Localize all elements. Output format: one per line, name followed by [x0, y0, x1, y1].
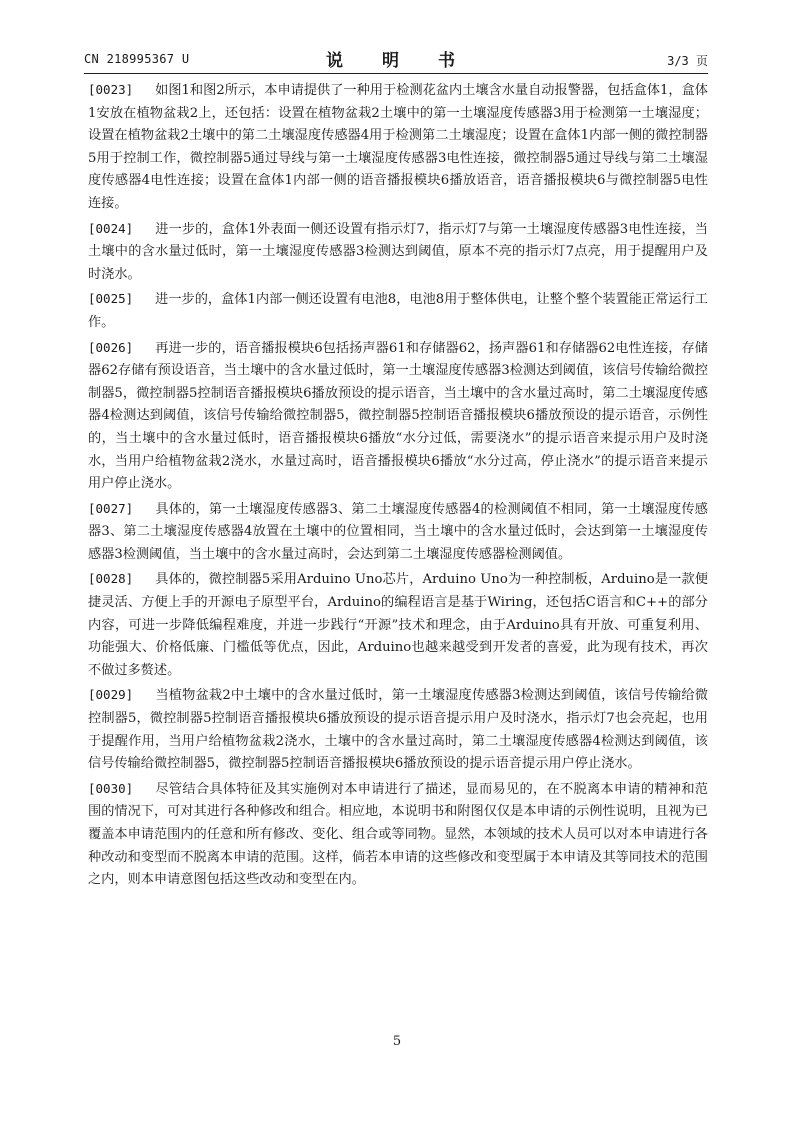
paragraph-text: 进一步的，盒体1内部一侧还设置有电池8，电池8用于整体供电，让整个整个装置能正常运行工作。 [88, 292, 708, 330]
publication-number: CN 218995367 U [84, 52, 190, 66]
header-divider [84, 73, 708, 74]
paragraph-0026 [88, 337, 708, 496]
paragraph-0028 [88, 568, 708, 682]
paragraph-number: [0023] [88, 82, 134, 97]
paragraph-number: [0025] [88, 291, 134, 307]
paragraph-text: 具体的，微控制器5采用Arduino Uno芯片，Arduino Uno为一种控制板，Arduino是一款便捷灵活、方便上手的开源电子原型平台，Arduino的编程语言是基于Wiring，还包括C语言和C++的部分内容，可进一步降低编程难度，并进一步践行“开源”技术和理念，由于Arduino具有开放、可重复利用、功能强大、价格低廉、门槛低等优点，因此，Arduino也越来越受到开发者的喜爱，此为现有技术，再次不做过多赘述。 [88, 572, 708, 678]
paragraph-text: 尽管结合具体特征及其实施例对本申请进行了描述，显而易见的，在不脱离本申请的精神和范围的情况下，可对其进行各种修改和组合。相应地，本说明书和附图仅仅是本申请的示例性说明，且视为已覆盖本申请范围内的任意和所有修改、变化、组合或等同物。显然，本领域的技术人员可以对本申请进行各种改动和变型而不脱离本申请的范围。这样，倘若本申请的这些修改和变型属于本申请及其等同技术的范围之内，则本申请意图包括这些改动和变型在内。 [88, 781, 708, 888]
paragraph-text: 再进一步的，语音播报模块6包括扬声器61和存储器62，扬声器61和存储器62电性连接，存储器62存储有预设语音，当土壤中的含水量过低时，第一土壤湿度传感器3检测达到阈值，该信号传输给微控制器5，微控制器5控制语音播报模块6播放预设的提示语音，当土壤中的含水量过高时，第二土壤湿度传感器4检测达到阈值，该信号传输给微控制器5，微控制器5控制语音播报模块6播放预设的提示语音，示例性的，当土壤中的含水量过低时，语音播报模块6播放“水分过低，需要浇水”的提示语音来提示用户及时浇水，当用户给植物盆栽2浇水，水量过高时，语音播报模块6播放“水分过高，停止浇水”的提示语音来提示用户停止浇水。 [88, 340, 708, 492]
description-body [88, 79, 708, 894]
paragraph-0029 [88, 684, 708, 775]
paragraph-number: [0030] [88, 780, 134, 796]
paragraph-text: 当植物盆栽2中土壤中的含水量过低时，第一土壤湿度传感器3检测达到阈值，该信号传输给微控制器5，微控制器5控制语音播报模块6播放预设的提示语音提示用户及时浇水，指示灯7也会亮起，也用于提醒作用，当用户给植物盆栽2浇水，土壤中的含水量过高时，第二土壤湿度传感器4检测达到阈值，该信号传输给微控制器5，微控制器5控制语音播报模块6播放预设的提示语音提示用户停止浇水。 [88, 688, 708, 772]
document-title: 说 明 书 [326, 51, 466, 71]
paragraph-0030 [88, 778, 708, 892]
paragraph-number: [0028] [88, 571, 134, 587]
paragraph-0027 [88, 498, 708, 567]
paragraph-number: [0029] [88, 687, 134, 703]
paragraph-number: [0024] [88, 220, 134, 236]
paragraph-0023 [88, 79, 708, 216]
paragraph-number: [0027] [88, 500, 134, 516]
page-indicator: 3/3 页 [667, 54, 708, 68]
paragraph-text: 如图1和图2所示，本申请提供了一种用于检测花盆内土壤含水量自动报警器，包括盒体1，盒体1安放在植物盆栽2上，还包括：设置在植物盆栽2土壤中的第一土壤湿度传感器3用于检测第一土壤湿度；设置在植物盆栽2土壤中的第二土壤湿度传感器4用于检测第二土壤湿度；设置在盒体1内部一侧的微控制器5用于控制工作，微控制器5通过导线与第一土壤湿度传感器3电性连接，微控制器5通过导线与第二土壤湿度传感器4电性连接；设置在盒体1内部一侧的语音播报模块6播放语音，语音播报模块6与微控制器5电性连接。 [88, 83, 708, 211]
paragraph-0025 [88, 288, 708, 334]
paragraph-0024 [88, 218, 708, 287]
page-number: 5 [392, 1034, 402, 1049]
paragraph-text: 具体的，第一土壤湿度传感器3、第二土壤湿度传感器4的检测阈值不相同，第一土壤湿度传感器3、第二土壤湿度传感器4放置在土壤中的位置相同，当土壤中的含水量过低时，会达到第一土壤湿度传感器3检测阈值，当土壤中的含水量过高时，会达到第二土壤湿度传感器检测阈值。 [88, 501, 708, 562]
paragraph-number: [0026] [88, 339, 134, 355]
paragraph-text: 进一步的，盒体1外表面一侧还设置有指示灯7，指示灯7与第一土壤湿度传感器3电性连接，当土壤中的含水量过低时，第一土壤湿度传感器3检测达到阈值，原本不亮的指示灯7点亮，用于提醒用户及时浇水。 [88, 221, 708, 282]
page-header [84, 46, 708, 70]
